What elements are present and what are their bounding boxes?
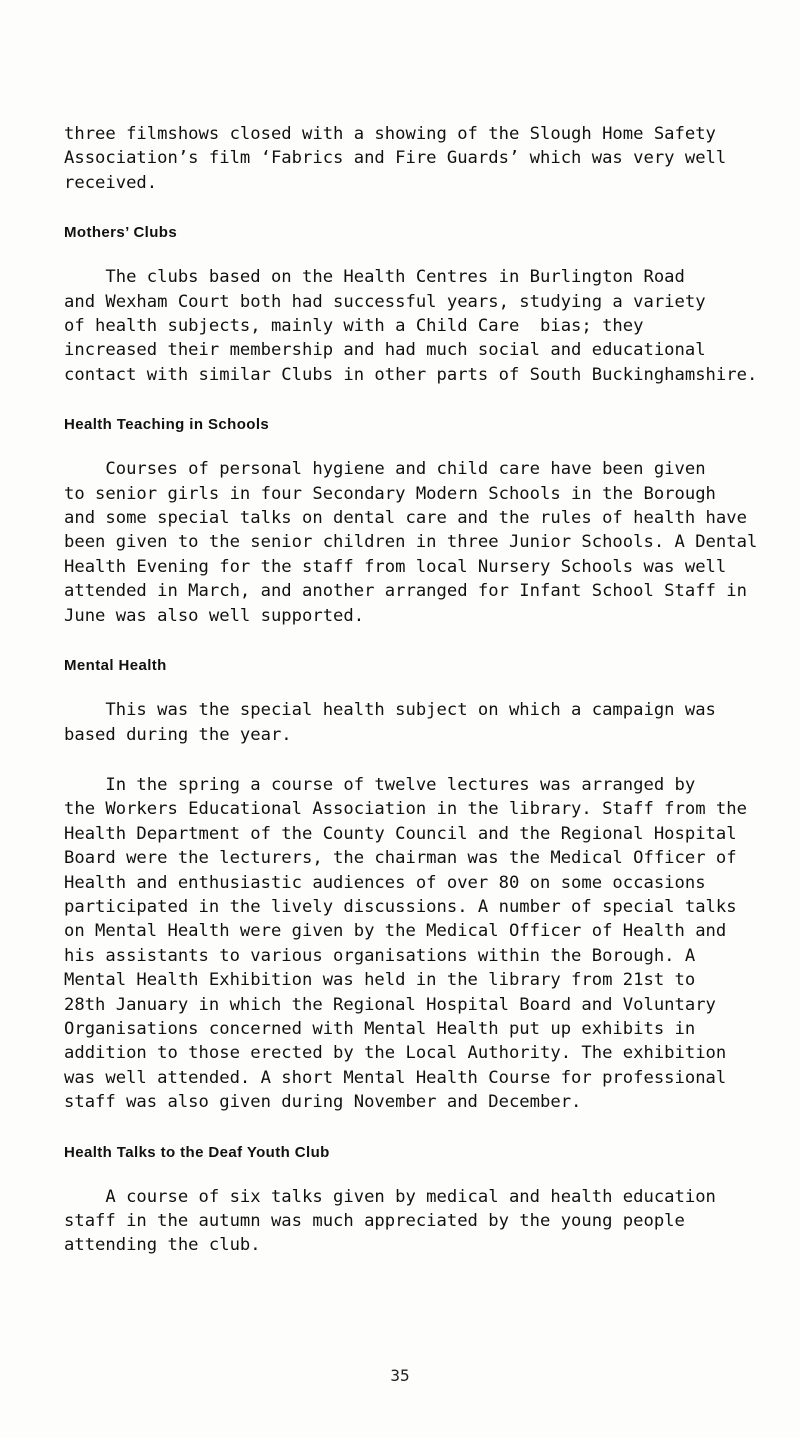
text-line: staff was also given during November and December. bbox=[64, 1092, 582, 1113]
paragraph bbox=[64, 265, 774, 387]
text-line: and some special talks on dental care and the rules of health have bbox=[64, 508, 747, 529]
text-line: This was the special health subject on which a campaign was bbox=[64, 700, 716, 721]
text-line: on Mental Health were given by the Medical Officer of Health and bbox=[64, 921, 727, 942]
paragraph bbox=[64, 698, 774, 747]
text-line: Mental Health Exhibition was held in the library from 21st to bbox=[64, 970, 696, 991]
text-line: A course of six talks given by medical and health education bbox=[64, 1186, 716, 1207]
text-line: increased their membership and had much social and educational bbox=[64, 340, 706, 361]
text-line: his assistants to various organisations within the Borough. A bbox=[64, 945, 696, 966]
text-line: was well attended. A short Mental Health Course for professional bbox=[64, 1067, 727, 1088]
document-body bbox=[64, 122, 774, 1258]
text-line: been given to the senior children in three Junior Schools. A Dental bbox=[64, 532, 758, 553]
text-line: addition to those erected by the Local Authority. The exhibition bbox=[64, 1043, 727, 1064]
paragraph bbox=[64, 457, 774, 628]
text-line: Health Evening for the staff from local Nursery Schools was well bbox=[64, 556, 727, 577]
text-line: and Wexham Court both had successful years, studying a variety bbox=[64, 291, 706, 312]
text-line: to senior girls in four Secondary Modern Schools in the Borough bbox=[64, 483, 716, 504]
intro-paragraph bbox=[64, 122, 774, 195]
text-line: of health subjects, mainly with a Child Care bias; they bbox=[64, 316, 644, 337]
text-line: three filmshows closed with a showing of the Slough Home Safety bbox=[64, 124, 716, 144]
text-line: In the spring a course of twelve lectures was arranged by bbox=[64, 774, 696, 795]
paragraph bbox=[64, 773, 774, 1115]
text-line: 28th January in which the Regional Hospital Board and Voluntary bbox=[64, 994, 716, 1015]
text-line: participated in the lively discussions. A number of special talks bbox=[64, 896, 737, 917]
text-line: the Workers Educational Association in the library. Staff from the bbox=[64, 799, 747, 820]
text-line: based during the year. bbox=[64, 724, 292, 745]
text-line: received. bbox=[64, 172, 158, 193]
text-line: Organisations concerned with Mental Health put up exhibits in bbox=[64, 1018, 696, 1039]
text-line: Health and enthusiastic audiences of over 80 on some occasions bbox=[64, 872, 706, 893]
section-heading-health-teaching: Health Teaching in Schools bbox=[64, 416, 270, 434]
text-line: contact with similar Clubs in other parts of South Buckinghamshire. bbox=[64, 364, 758, 385]
text-line: Courses of personal hygiene and child care have been given bbox=[64, 459, 706, 480]
text-line: Board were the lecturers, the chairman was the Medical Officer of bbox=[64, 848, 737, 869]
section-heading-mental-health: Mental Health bbox=[64, 657, 167, 675]
text-line: attending the club. bbox=[64, 1235, 261, 1256]
text-line: attended in March, and another arranged for Infant School Staff in bbox=[64, 581, 747, 602]
page-number: 35 bbox=[390, 1366, 410, 1385]
text-line: Health Department of the County Council and the Regional Hospital bbox=[64, 823, 737, 844]
paragraph bbox=[64, 1185, 774, 1258]
text-line: The clubs based on the Health Centres in Burlington Road bbox=[64, 267, 685, 288]
text-line: June was also well supported. bbox=[64, 605, 365, 626]
text-line: Association’s film ‘Fabrics and Fire Guards’ which was very well bbox=[64, 148, 727, 169]
section-heading-deaf-youth-club: Health Talks to the Deaf Youth Club bbox=[64, 1143, 330, 1161]
text-line: staff in the autumn was much appreciated by the young people bbox=[64, 1211, 685, 1231]
section-heading-mothers-clubs: Mothers’ Clubs bbox=[64, 224, 178, 242]
